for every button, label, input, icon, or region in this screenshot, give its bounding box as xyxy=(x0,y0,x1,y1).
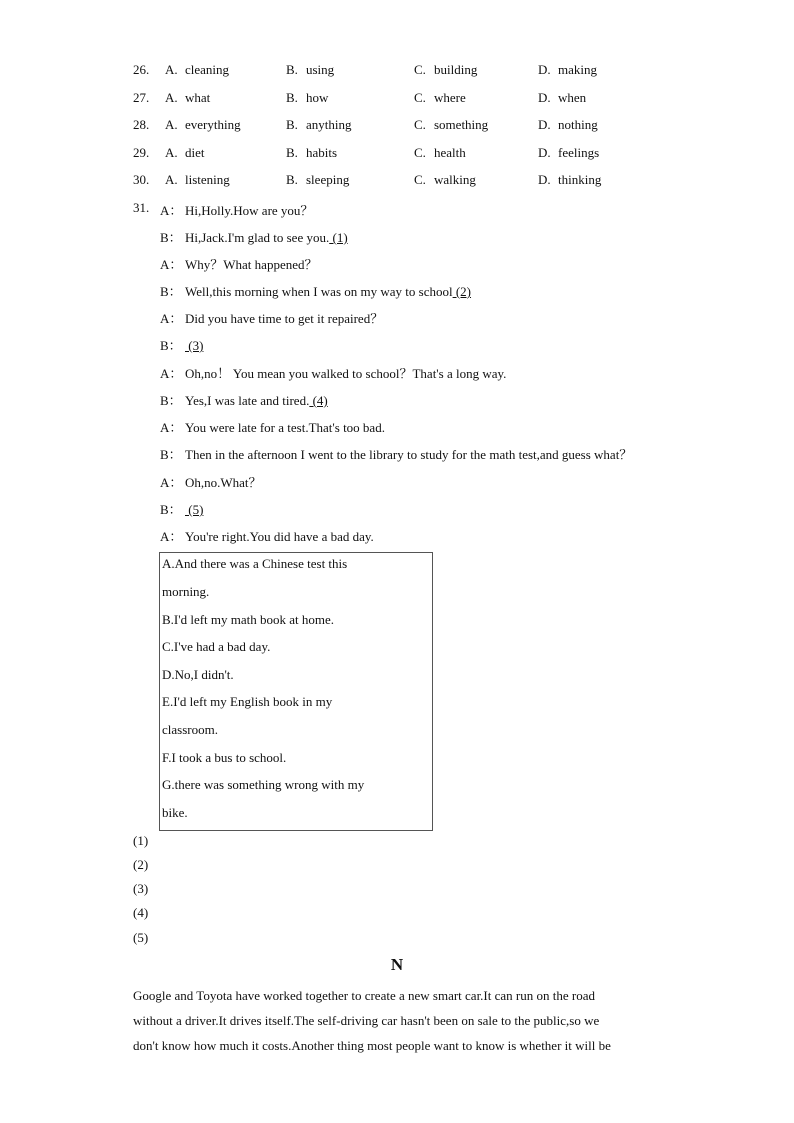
option-a: A. cleaning xyxy=(165,62,230,77)
option-a: A. what xyxy=(165,90,211,105)
dialogue-text: Oh,no.What？ xyxy=(185,475,262,490)
dialogue-text: Hi,Holly.How are you？ xyxy=(185,203,314,218)
dialogue-line xyxy=(160,417,385,437)
dialogue-text: Then in the afternoon I went to the library to study for the math test,and guess what？ xyxy=(185,447,633,462)
answer-slot-4: (4) xyxy=(133,905,149,920)
speaker-label: A： xyxy=(160,257,183,272)
option-d: D. when xyxy=(538,90,587,105)
dialogue-line xyxy=(160,335,203,355)
answer-slot-3: (3) xyxy=(133,881,149,896)
question-number: 29. xyxy=(133,145,150,160)
speaker-label: B： xyxy=(160,338,182,353)
section-title: N xyxy=(390,955,404,974)
speaker-label: A： xyxy=(160,311,183,326)
answer-blank: (1) xyxy=(329,230,348,245)
dialogue-line xyxy=(160,363,506,383)
option-c: C. walking xyxy=(414,172,476,187)
option-b: B. sleeping xyxy=(286,172,350,187)
dialogue-line xyxy=(160,472,262,492)
dialogue-line xyxy=(160,308,383,328)
mc-question-30 xyxy=(133,172,693,192)
dialogue-line xyxy=(160,227,348,247)
box-option-line: F.I took a bus to school. xyxy=(162,750,287,765)
mc-question-29 xyxy=(133,145,693,165)
option-d: D. feelings xyxy=(538,145,600,160)
box-option-line: C.I've had a bad day. xyxy=(162,639,271,654)
option-a: A. diet xyxy=(165,145,205,160)
option-d: D. thinking xyxy=(538,172,602,187)
answer-blank: (2) xyxy=(452,284,472,299)
speaker-label: B： xyxy=(160,502,182,517)
dialogue-text: Well,this morning when I was on my way to school xyxy=(185,284,453,299)
option-d: D. making xyxy=(538,62,597,77)
dialogue-line xyxy=(160,499,203,519)
option-d: D. nothing xyxy=(538,117,598,132)
dialogue-text: You were late for a test.That's too bad. xyxy=(185,420,385,435)
option-c: C. building xyxy=(414,62,478,77)
box-option-line: D.No,I didn't. xyxy=(162,667,234,682)
dialogue-line xyxy=(160,444,632,464)
speaker-label: B： xyxy=(160,447,182,462)
box-option-line: classroom. xyxy=(162,722,218,737)
question-number: 30. xyxy=(133,172,150,187)
option-b: B. anything xyxy=(286,117,352,132)
box-option-line: E.I'd left my English book in my xyxy=(162,694,333,709)
speaker-label: A： xyxy=(160,366,183,381)
speaker-label: A： xyxy=(160,475,183,490)
answer-blank: (3) xyxy=(185,338,204,353)
dialogue-line xyxy=(160,200,313,220)
speaker-label: A： xyxy=(160,420,183,435)
passage-line: don't know how much it costs.Another thing most people want to know is whether it will be xyxy=(133,1038,611,1053)
question-number-31: 31. xyxy=(133,200,150,215)
speaker-label: B： xyxy=(160,230,182,245)
speaker-label: A： xyxy=(160,529,183,544)
box-option-line: bike. xyxy=(162,805,188,820)
box-option-line: G.there was something wrong with my xyxy=(162,777,365,792)
dialogue-line xyxy=(160,526,374,546)
speaker-label: B： xyxy=(160,393,182,408)
answer-blank: (4) xyxy=(309,393,328,408)
box-option-line: A.And there was a Chinese test this xyxy=(162,556,348,571)
answer-slot-5: (5) xyxy=(133,930,149,945)
box-option-line: B.I'd left my math book at home. xyxy=(162,612,335,627)
dialogue-line xyxy=(160,281,471,301)
option-b: B. using xyxy=(286,62,335,77)
dialogue-text: Did you have time to get it repaired？ xyxy=(185,311,384,326)
speaker-label: A： xyxy=(160,203,183,218)
options-box xyxy=(159,552,433,831)
dialogue-text: You're right.You did have a bad day. xyxy=(185,529,374,544)
option-b: B. habits xyxy=(286,145,338,160)
speaker-label: B： xyxy=(160,284,182,299)
dialogue-text: Hi,Jack.I'm glad to see you. xyxy=(185,230,330,245)
mc-question-27 xyxy=(133,90,693,110)
dialogue-text: Yes,I was late and tired. xyxy=(185,393,310,408)
box-option-line: morning. xyxy=(162,584,210,599)
answer-blank: (5) xyxy=(185,502,204,517)
passage-line: without a driver.It drives itself.The self-driving car hasn't been on sale to the public,so we xyxy=(133,1013,600,1028)
dialogue-text: Oh,no！ You mean you walked to school？That's a long way. xyxy=(185,366,507,381)
option-a: A. listening xyxy=(165,172,230,187)
option-a: A. everything xyxy=(165,117,241,132)
question-number: 26. xyxy=(133,62,150,77)
mc-question-26 xyxy=(133,62,693,82)
question-number: 27. xyxy=(133,90,150,105)
dialogue-line xyxy=(160,390,328,410)
dialogue-line xyxy=(160,254,317,274)
answer-slot-1: (1) xyxy=(133,833,149,848)
passage-line: Google and Toyota have worked together to create a new smart car.It can run on the road xyxy=(133,988,595,1003)
option-c: C. where xyxy=(414,90,466,105)
mc-question-28 xyxy=(133,117,693,137)
option-b: B. how xyxy=(286,90,329,105)
answer-slot-2: (2) xyxy=(133,857,149,872)
dialogue-text: Why？What happened？ xyxy=(185,257,318,272)
question-number: 28. xyxy=(133,117,150,132)
option-c: C. health xyxy=(414,145,466,160)
option-c: C. something xyxy=(414,117,489,132)
